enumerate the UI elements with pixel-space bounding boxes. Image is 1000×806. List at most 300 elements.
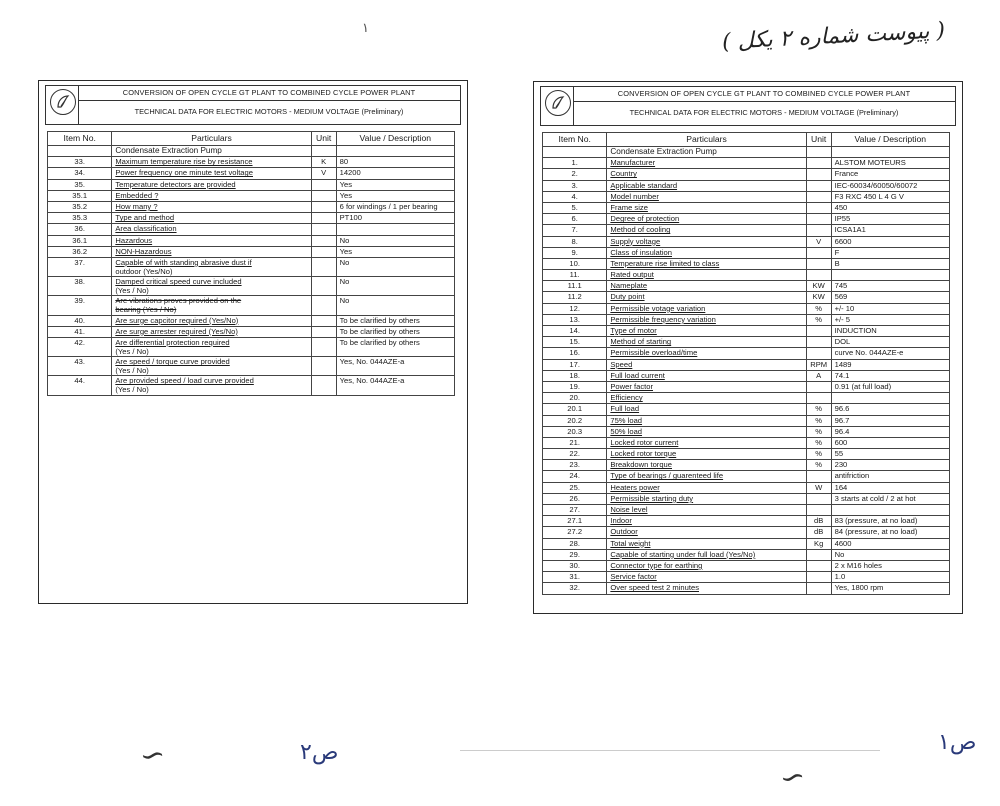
header-unit: Unit — [311, 132, 336, 146]
particulars-text: Are speed / torque curve provided — [115, 357, 230, 367]
particulars-text: Permissible starting duty — [610, 493, 694, 503]
particulars-cell — [607, 225, 806, 236]
value-cell: No — [336, 257, 454, 276]
particulars-cell — [607, 247, 806, 258]
particulars-cell — [112, 277, 311, 296]
table-row — [543, 191, 950, 202]
item-no-cell: 33. — [48, 157, 112, 168]
table-row — [543, 292, 950, 303]
particulars-cell — [607, 180, 806, 191]
item-no-cell: 29. — [543, 549, 607, 560]
particulars-cell — [112, 337, 311, 356]
particulars-cell — [607, 303, 806, 314]
value-cell: 0.91 (at full load) — [831, 381, 949, 392]
item-no-cell: 3. — [543, 180, 607, 191]
particulars-text: Damped critical speed curve included — [115, 277, 242, 287]
unit-cell — [806, 258, 831, 269]
particulars-text: Total weight — [610, 538, 651, 548]
particulars-text: Breakdown torque — [610, 460, 672, 470]
particulars-text: Temperature detectors are provided — [115, 179, 236, 189]
particulars-text: Locked rotor torque — [610, 449, 677, 459]
unit-cell — [806, 180, 831, 191]
particulars-cell — [607, 460, 806, 471]
header-item-no: Item No. — [543, 133, 607, 147]
item-no-cell: 11. — [543, 270, 607, 281]
table-row — [543, 225, 950, 236]
value-cell: +/- 10 — [831, 303, 949, 314]
unit-cell — [311, 213, 336, 224]
value-cell: Yes, No. 044AZE-a — [336, 357, 454, 376]
table-row — [543, 202, 950, 213]
particulars-cell — [607, 471, 806, 482]
unit-cell — [806, 337, 831, 348]
data-table — [542, 132, 950, 595]
particulars-text: Are differential protection required — [115, 337, 230, 347]
unit-cell — [806, 169, 831, 180]
value-cell: Yes — [336, 246, 454, 257]
sheet-subtitle: TECHNICAL DATA FOR ELECTRIC MOTORS - MEDIUM VOLTAGE (Preliminary) — [134, 107, 404, 116]
value-cell: Yes, 1800 rpm — [831, 583, 949, 594]
table-row — [543, 348, 950, 359]
item-no-cell: 4. — [543, 191, 607, 202]
table-row — [543, 303, 950, 314]
company-logo-icon — [545, 90, 571, 116]
particulars-text: Full load — [610, 404, 640, 414]
particulars-text-continued: bearing (Yes / No) — [115, 305, 177, 315]
value-cell: 4600 — [831, 538, 949, 549]
particulars-text: Model number — [610, 191, 659, 201]
item-no-cell: 1. — [543, 158, 607, 169]
item-no-cell: 27.2 — [543, 527, 607, 538]
item-no-cell: 2. — [543, 169, 607, 180]
table-row — [543, 572, 950, 583]
left-sheet — [38, 80, 468, 604]
particulars-text: Area classification — [115, 224, 177, 234]
particulars-text-continued: (Yes / No) — [115, 347, 149, 357]
table-row — [543, 404, 950, 415]
page-number: ص۱ — [938, 730, 977, 755]
unit-cell: A — [806, 370, 831, 381]
table-row — [48, 235, 455, 246]
item-no-cell: 22. — [543, 449, 607, 460]
item-no-cell: 39. — [48, 296, 112, 315]
particulars-cell — [607, 415, 806, 426]
value-cell: 84 (pressure, at no load) — [831, 527, 949, 538]
particulars-cell — [607, 516, 806, 527]
item-no-cell: 15. — [543, 337, 607, 348]
sheet-title: CONVERSION OF OPEN CYCLE GT PLANT TO COMBINED CYCLE POWER PLANT — [122, 88, 416, 97]
particulars-text: Manufacturer — [610, 158, 656, 168]
particulars-text: Class of insulation — [610, 247, 672, 257]
table-row — [543, 516, 950, 527]
item-no-cell: 10. — [543, 258, 607, 269]
value-cell: 3 starts at cold / 2 at hot — [831, 493, 949, 504]
section-title: Condensate Extraction Pump — [607, 147, 806, 158]
particulars-text: Rated output — [610, 270, 654, 280]
value-cell: No — [336, 235, 454, 246]
item-no-cell: 36.2 — [48, 246, 112, 257]
particulars-cell — [607, 337, 806, 348]
particulars-cell — [112, 235, 311, 246]
unit-cell — [311, 257, 336, 276]
unit-cell — [311, 296, 336, 315]
particulars-text: Maximum temperature rise by resistance — [115, 157, 253, 167]
particulars-text: Locked rotor current — [610, 437, 679, 447]
particulars-cell — [607, 426, 806, 437]
item-no-cell: 19. — [543, 381, 607, 392]
value-cell: 1.0 — [831, 572, 949, 583]
table-row — [543, 180, 950, 191]
particulars-cell — [112, 179, 311, 190]
item-no-cell: 40. — [48, 315, 112, 326]
particulars-cell — [607, 359, 806, 370]
item-no-cell: 30. — [543, 560, 607, 571]
particulars-text: Permissible frequency variation — [610, 314, 716, 324]
value-cell: No — [336, 296, 454, 315]
particulars-text: Are provided speed / load curve provided — [115, 376, 254, 386]
table-row — [48, 315, 455, 326]
particulars-text: Method of starting — [610, 337, 672, 347]
value-cell: ICSA1A1 — [831, 225, 949, 236]
unit-cell — [311, 190, 336, 201]
item-no-cell: 14. — [543, 326, 607, 337]
particulars-text: Country — [610, 169, 637, 179]
unit-cell — [311, 357, 336, 376]
item-no-cell: 28. — [543, 538, 607, 549]
header-item-no: Item No. — [48, 132, 112, 146]
particulars-cell — [607, 381, 806, 392]
item-no-cell: 44. — [48, 376, 112, 395]
table-row — [543, 359, 950, 370]
item-no-cell: 21. — [543, 437, 607, 448]
header-value: Value / Description — [336, 132, 454, 146]
particulars-cell — [607, 393, 806, 404]
value-cell: 230 — [831, 460, 949, 471]
value-cell: ALSTOM MOTEURS — [831, 158, 949, 169]
table-row — [543, 471, 950, 482]
particulars-text-continued: (Yes / No) — [115, 286, 149, 296]
value-cell: Yes, No. 044AZE-a — [336, 376, 454, 395]
page-number: ص۲ — [300, 740, 339, 765]
particulars-cell — [607, 281, 806, 292]
header-value: Value / Description — [831, 133, 949, 147]
unit-cell — [806, 549, 831, 560]
signature: ∽ — [775, 757, 810, 798]
value-cell: 569 — [831, 292, 949, 303]
section-row — [543, 147, 950, 158]
page-mark: ۱ — [362, 20, 369, 35]
table-row — [543, 493, 950, 504]
value-cell: France — [831, 169, 949, 180]
sheet-title: CONVERSION OF OPEN CYCLE GT PLANT TO COMBINED CYCLE POWER PLANT — [617, 89, 911, 98]
particulars-text: Efficiency — [610, 393, 643, 403]
table-row — [543, 281, 950, 292]
item-no-cell: 6. — [543, 214, 607, 225]
particulars-text: Duty point — [610, 292, 645, 302]
unit-cell: K — [311, 157, 336, 168]
unit-cell — [806, 214, 831, 225]
item-no-cell: 36. — [48, 224, 112, 235]
table-row — [48, 257, 455, 276]
unit-cell — [806, 572, 831, 583]
value-cell: No — [336, 277, 454, 296]
value-cell: 74.1 — [831, 370, 949, 381]
unit-cell — [311, 179, 336, 190]
unit-cell — [806, 493, 831, 504]
table-row — [48, 376, 455, 395]
item-no-cell: 35.3 — [48, 213, 112, 224]
particulars-text: Degree of protection — [610, 214, 680, 224]
unit-cell — [806, 348, 831, 359]
item-no-cell: 24. — [543, 471, 607, 482]
unit-cell: Kg — [806, 538, 831, 549]
item-no-cell: 7. — [543, 225, 607, 236]
table-row — [48, 337, 455, 356]
value-cell: 96.7 — [831, 415, 949, 426]
sheet-subtitle: TECHNICAL DATA FOR ELECTRIC MOTORS - MEDIUM VOLTAGE (Preliminary) — [629, 108, 899, 117]
table-row — [48, 157, 455, 168]
particulars-cell — [112, 246, 311, 257]
value-cell: Yes — [336, 179, 454, 190]
particulars-text: Applicable standard — [610, 180, 678, 190]
particulars-cell — [112, 315, 311, 326]
particulars-text: Embedded ? — [115, 190, 159, 200]
unit-cell — [806, 270, 831, 281]
particulars-cell — [607, 270, 806, 281]
unit-cell — [311, 326, 336, 337]
item-no-cell: 38. — [48, 277, 112, 296]
unit-cell — [806, 202, 831, 213]
particulars-cell — [607, 572, 806, 583]
unit-cell — [806, 393, 831, 404]
unit-cell: % — [806, 449, 831, 460]
value-cell: F3 RXC 450 L 4 G V — [831, 191, 949, 202]
value-cell — [831, 505, 949, 516]
unit-cell — [311, 376, 336, 395]
unit-cell — [311, 224, 336, 235]
particulars-cell — [607, 202, 806, 213]
particulars-cell — [607, 482, 806, 493]
particulars-text: How many ? — [115, 201, 158, 211]
table-row — [543, 538, 950, 549]
unit-cell — [311, 277, 336, 296]
particulars-text: 50% load — [610, 426, 643, 436]
item-no-cell: 17. — [543, 359, 607, 370]
unit-cell — [806, 560, 831, 571]
value-cell: 14200 — [336, 168, 454, 179]
particulars-text: Power frequency one minute test voltage — [115, 168, 253, 178]
particulars-text: Power factor — [610, 381, 653, 391]
table-row — [48, 357, 455, 376]
unit-cell — [311, 337, 336, 356]
particulars-cell — [607, 158, 806, 169]
unit-cell: dB — [806, 516, 831, 527]
table-row — [543, 270, 950, 281]
particulars-cell — [112, 257, 311, 276]
unit-cell — [806, 191, 831, 202]
particulars-text: Type and method — [115, 213, 175, 223]
item-no-cell: 12. — [543, 303, 607, 314]
unit-cell — [311, 201, 336, 212]
unit-cell: KW — [806, 281, 831, 292]
table-row — [48, 296, 455, 315]
particulars-cell — [607, 191, 806, 202]
item-no-cell: 37. — [48, 257, 112, 276]
value-cell: To be clarified by others — [336, 337, 454, 356]
particulars-cell — [112, 190, 311, 201]
value-cell: B — [831, 258, 949, 269]
particulars-text: Full load current — [610, 370, 665, 380]
item-no-cell: 20.1 — [543, 404, 607, 415]
table-row — [543, 527, 950, 538]
particulars-text: NON-Hazardous — [115, 246, 172, 256]
particulars-cell — [112, 296, 311, 315]
item-no-cell: 31. — [543, 572, 607, 583]
table-row — [543, 549, 950, 560]
value-cell — [831, 393, 949, 404]
section-row — [48, 146, 455, 157]
particulars-text: Capable of starting under full load (Yes/No) — [610, 549, 756, 559]
particulars-text: Frame size — [610, 202, 648, 212]
particulars-text: Nameplate — [610, 281, 648, 291]
particulars-text: Hazardous — [115, 235, 153, 245]
particulars-text: Permissible overload/time — [610, 348, 698, 358]
particulars-text: Permissible votage variation — [610, 303, 706, 313]
value-cell: 96.6 — [831, 404, 949, 415]
value-cell: curve No. 044AZE-e — [831, 348, 949, 359]
particulars-text: Service factor — [610, 572, 657, 582]
particulars-cell — [607, 583, 806, 594]
unit-cell — [806, 471, 831, 482]
particulars-cell — [607, 258, 806, 269]
item-no-cell: 43. — [48, 357, 112, 376]
particulars-cell — [607, 493, 806, 504]
item-no-cell: 42. — [48, 337, 112, 356]
unit-cell — [806, 326, 831, 337]
item-no-cell: 26. — [543, 493, 607, 504]
item-no-cell: 32. — [543, 583, 607, 594]
unit-cell — [311, 235, 336, 246]
particulars-text: Method of cooling — [610, 225, 671, 235]
header-particulars: Particulars — [607, 133, 806, 147]
particulars-cell — [607, 236, 806, 247]
table-row — [543, 381, 950, 392]
particulars-text-continued: outdoor (Yes/No) — [115, 266, 173, 276]
unit-cell — [806, 158, 831, 169]
item-no-cell: 13. — [543, 314, 607, 325]
table-row — [543, 247, 950, 258]
sheet-header — [45, 85, 461, 125]
unit-cell — [806, 225, 831, 236]
value-cell: 164 — [831, 482, 949, 493]
particulars-text: Noise level — [610, 505, 648, 514]
unit-cell: V — [311, 168, 336, 179]
particulars-cell — [607, 348, 806, 359]
value-cell: To be clarified by others — [336, 315, 454, 326]
unit-cell — [311, 246, 336, 257]
item-no-cell: 11.2 — [543, 292, 607, 303]
particulars-text: Are surge capcitor required (Yes/No) — [115, 315, 239, 325]
item-no-cell: 36.1 — [48, 235, 112, 246]
particulars-cell — [607, 214, 806, 225]
particulars-text: Type of bearings / guarenteed life — [610, 471, 724, 481]
particulars-text: Supply voltage — [610, 236, 661, 246]
value-cell: 600 — [831, 437, 949, 448]
unit-cell: % — [806, 404, 831, 415]
particulars-text: Are vibrations proves provided on the — [115, 296, 242, 306]
section-title: Condensate Extraction Pump — [112, 146, 311, 157]
table-row — [543, 314, 950, 325]
data-table — [47, 131, 455, 396]
item-no-cell: 27.1 — [543, 516, 607, 527]
particulars-cell — [112, 157, 311, 168]
value-cell: INDUCTION — [831, 326, 949, 337]
particulars-cell — [607, 370, 806, 381]
item-no-cell: 35.1 — [48, 190, 112, 201]
item-no-cell: 5. — [543, 202, 607, 213]
sheet-header — [540, 86, 956, 126]
table-row — [543, 158, 950, 169]
handwritten-note: ( پیوست شماره ۲ یکل ) — [721, 18, 946, 55]
particulars-text: Outdoor — [610, 527, 638, 537]
table-row — [48, 190, 455, 201]
unit-cell: W — [806, 482, 831, 493]
header-particulars: Particulars — [112, 132, 311, 146]
item-no-cell: 23. — [543, 460, 607, 471]
value-cell: 6 for windings / 1 per bearing — [336, 201, 454, 212]
particulars-cell — [607, 437, 806, 448]
unit-cell: % — [806, 415, 831, 426]
right-sheet — [533, 81, 963, 614]
table-row — [48, 168, 455, 179]
particulars-text: Are surge arrester required (Yes/No) — [115, 326, 238, 336]
unit-cell: RPM — [806, 359, 831, 370]
unit-cell: % — [806, 426, 831, 437]
unit-cell: % — [806, 303, 831, 314]
unit-cell — [806, 505, 831, 516]
unit-cell: % — [806, 314, 831, 325]
value-cell: F — [831, 247, 949, 258]
value-cell: Yes — [336, 190, 454, 201]
table-row — [543, 426, 950, 437]
table-row — [543, 370, 950, 381]
particulars-text: Type of motor — [610, 326, 657, 335]
item-no-cell: 18. — [543, 370, 607, 381]
particulars-cell — [607, 538, 806, 549]
value-cell: No — [831, 549, 949, 560]
particulars-cell — [112, 168, 311, 179]
item-no-cell: 16. — [543, 348, 607, 359]
header-unit: Unit — [806, 133, 831, 147]
table-row — [543, 169, 950, 180]
table-row — [543, 214, 950, 225]
value-cell — [336, 224, 454, 235]
table-row — [48, 224, 455, 235]
particulars-cell — [607, 449, 806, 460]
value-cell: +/- 5 — [831, 314, 949, 325]
particulars-cell — [112, 357, 311, 376]
particulars-cell — [607, 549, 806, 560]
item-no-cell: 35.2 — [48, 201, 112, 212]
value-cell: 80 — [336, 157, 454, 168]
value-cell: To be clarified by others — [336, 326, 454, 337]
particulars-cell — [607, 505, 806, 516]
item-no-cell: 9. — [543, 247, 607, 258]
particulars-cell — [607, 560, 806, 571]
value-cell: IEC-60034/60050/60072 — [831, 180, 949, 191]
particulars-text-continued: (Yes / No) — [115, 385, 149, 395]
unit-cell: KW — [806, 292, 831, 303]
